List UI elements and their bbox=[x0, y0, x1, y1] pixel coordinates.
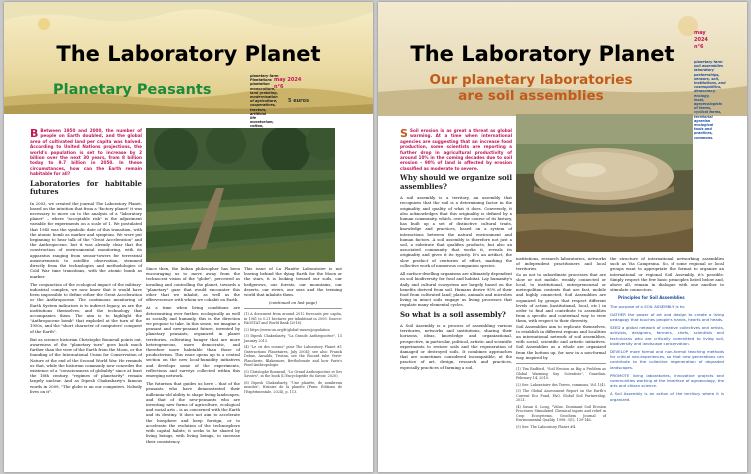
footnote: (3) The Global Assessment Report on the Earth's Current Eco Fund, FAO, Global Soil Partnership, 2021. bbox=[516, 389, 606, 403]
keyword: agroecologists bbox=[694, 102, 723, 107]
right-soil-photo bbox=[516, 114, 693, 252]
footnote: (4) Susan S. Long, "Value, Dominant Soil Erosion Processes Stimulated Chemical inputs and relief in Crop Ecosystems, Geochem Journal of Environmental Quality, 1998: 3(1), 139-146. bbox=[516, 404, 606, 423]
footnote: (1) Tim Radford, "Soil Erosion as Big a Problem as Global Warming Say Scientists", Guardian, February 14, 2010. bbox=[516, 367, 606, 381]
keyword: planetary farm bbox=[694, 60, 723, 64]
section-heading: Why should we organize soil assemblies? bbox=[400, 173, 512, 191]
left-column-3 bbox=[244, 266, 342, 470]
right-column-3 bbox=[610, 256, 724, 470]
left-page bbox=[4, 2, 373, 472]
left-masthead-title: The Laboratory Planet bbox=[56, 42, 321, 66]
keyword: institutions, and bbox=[694, 81, 726, 86]
keyword: artificial bbox=[250, 111, 267, 116]
right-page bbox=[378, 2, 747, 472]
left-field-photo bbox=[146, 128, 335, 262]
keyword: moratorium, bbox=[250, 120, 274, 125]
issue-year: 2024 bbox=[694, 37, 708, 43]
issue-month: may bbox=[694, 30, 706, 36]
keyword: cooperatives, bbox=[250, 103, 276, 108]
continued-note: (continued on last page) bbox=[269, 300, 317, 306]
section-heading: Laboratories for habitable futures bbox=[30, 178, 142, 197]
keyword: agrarian bbox=[694, 118, 711, 123]
body-paragraph: The conjunction of the ecological impact of the military-industrial complex, we now know that it would have been impossible to define either the Great Acceleration or the Anthropocene. The continuous monitoring of Earth System indicators is to indirect legacy, as are the institutions themselves, and the technology that accompanies them. The aim is to highlight the "Anthropocene bomb" that exploded at the turn of the 1950s, and the "short character of computers' conquest of the Earth". bbox=[30, 281, 142, 334]
right-column-2 bbox=[516, 256, 606, 470]
issue-date: may 2024 bbox=[274, 77, 302, 83]
issue-price: 5 euros bbox=[288, 98, 310, 104]
body-paragraph: The futurism that guides us here – that of the peasants who have demonstrated their millennia-old ability to shape living landscapes, and that of the new-peasants who are inventing new forms of agriculture, ecological and social arts – is as concerned with the Earth and its destiny. It does not aim to accelerate the biosphere and keep foreign, or to accelerate the evolution of the technosphere with capital habits; it seeks to be shared by living beings, with living beings, to increase their consistency. bbox=[146, 381, 240, 444]
body-paragraph: institutions, research laboratories, networks of independent practitioners and local territories. So as not to subordinate processes that are slow or not mobile, weakly connected or local, to institutional, entrepreneurial or metropolitan contexts that are fast, mobile and highly connected, Soil Assemblies are organized by groups that respect different levels of action (institutional, local, etc.) in order to find and contribute to assemblies from a specific and contextual way to view them, with respect to their diversity. Soil Assemblies aim to replicate themselves, to establish in different regions and localities an international network of soil assemblies, with social, scientific and artistic initiatives. Soil Assemblies as a whole are organized from the bottom up, for now in a non-formal way, inspired by bbox=[516, 256, 606, 360]
footnote: (4) "Le cri des oceans" pour The Laboratory Planet #1 (Interactions Planetaires, July 2004); see also: Franck Debue, Ansaldo, Tristan, see the Rocard tube Verte-Plancherie, Blakemore, Berthelemite and how Paris's Pinel-Anthropologie. bbox=[244, 345, 342, 368]
principle-item: A Soil Assembly is an action of the territory where it is organized. bbox=[610, 391, 724, 402]
principles-heading: Principles for Soil Assemblies bbox=[618, 295, 685, 301]
keyword: territorial bbox=[694, 114, 713, 119]
footnotes bbox=[516, 367, 606, 429]
keyword: laboratory bbox=[694, 68, 714, 73]
keyword: cosmopolitics, bbox=[694, 85, 722, 90]
footnotes bbox=[244, 312, 342, 394]
body-paragraph: Since then, the Indian philosopher has been encouraging us to move away from the technocrat vision of the "globe", perceived as invading and controlling the planet, towards a "planetary" gaze that would encounter this other that we inhabit, as well as the effervescence with whom we cohabit on Earth. bbox=[146, 266, 240, 303]
keyword: cotton, bbox=[250, 124, 264, 129]
keyword: ecological bbox=[694, 123, 714, 128]
principle-item: PROMOTE living laboratories, innovative projects and communities working at the interface of agroecology, the arts and citizen science. bbox=[610, 372, 724, 389]
lead-paragraph: B Between 1950 and 2000, the number of people on Earth doubled, and the global area of cultivated land per capita was halved. According to United Nations projections, the world's population is set to increase by 2 billion over the next 30 years, from 8 billion today to 9.7 billion in 2050. In these circumstances, how can the Earth remain habitable for all? bbox=[30, 127, 142, 177]
footnote: (3) Dipesh Chakrabarty, "La Grande Anthropocène", 15 January 2013. bbox=[244, 334, 342, 343]
principle-item: DEVELOP more formal and non-formal teaching methods for critical neo-experiences, so that new generations can contribute to the collective regeneration of degraded landscapes. bbox=[610, 349, 724, 370]
keyword: cyclical farms, bbox=[694, 110, 722, 115]
keyword: modernisation bbox=[250, 95, 278, 100]
footnote: (2) See: Laboratoire des Terres, commons, Vol. 1(4). bbox=[516, 382, 606, 387]
keyword: life bbox=[250, 116, 257, 121]
right-masthead-title: The Laboratory Planet bbox=[410, 42, 675, 66]
keyword: practices, bbox=[694, 131, 713, 136]
keyword: ecology, bbox=[694, 93, 710, 98]
body-paragraph: In 2003, we created the journal The Laboratory Planet, based on the intuition that from a "factory planet" it was necessary to move on to the analysis of a "laboratory planet" – where "acceptable risk" is the adjustment variable for experiments on a scale of 1. We postulated that 1945 was the symbolic date of this transition, with the atomic bomb as marker and symptom. We were put beginning to hear talk of the "Great Acceleration" and the Anthropocene, but it was already clear that the construction of environmental monitoring, with its apparatus ranging from sensor-towers for terrestrial measurements to satellite observation, stemmed directly from the technologies and methodologies of Cold War time transitions, with the atomic bomb as marker. bbox=[30, 200, 142, 279]
issue-number: n°6 bbox=[694, 44, 704, 50]
keyword: tools and bbox=[694, 127, 712, 132]
keyword: of farms, bbox=[694, 106, 712, 111]
right-issue-subtitle: Our planetary laboratories are soil assemblies bbox=[429, 72, 633, 104]
right-issue-info bbox=[694, 30, 708, 51]
keyword: commons. bbox=[694, 135, 714, 140]
keyword: soil assemblies bbox=[694, 64, 724, 69]
notes-divider bbox=[516, 363, 606, 364]
right-keyword-sidebar bbox=[694, 60, 734, 140]
body-paragraph: But as science historian Christophe Bonneuil points out, awareness of the "planetary turn" goes back much further than the view of the Earth from the Moon, or the founding of the International Union for Conservation of Nature at the end of the Second World War. He reminds us that, while the historian commonly now concedes the existence of a "consciousness of globality" since at least the 16th century, "regimes of planetarity" remain largely unclear. And as Dipesh Chakrabarty's famous words in 2009, "The globe is an our computers. Nobody lives on it". bbox=[30, 336, 142, 394]
left-issue-subtitle: Planetary Peasants bbox=[53, 82, 212, 98]
keyword: partnerships, bbox=[694, 72, 720, 77]
crop-field-photo bbox=[146, 128, 335, 262]
keyword: land grabbing, bbox=[250, 90, 279, 95]
body-paragraph: At a time when living conditions are deteriorating ever further, ecologically as well as socially and humanly, this is the direction we propose to take. In this sense, we imagine a peasant and new-peasant future, invented by planetary peasants, organized in planet territories, cultivating hunger that are more heterogeneous, more democratic, and therefore more habitable than those of productivism. This issue opens up to a central section on the new local-humidity initiatives and develops some of the experiments, reflections and surveys collected within this emerging network. bbox=[146, 305, 240, 379]
keyword: democracy, bbox=[694, 89, 716, 94]
body-paragraph: This issue of La Planète Laboratoire is not leaving behind the dying Earth for the Moon or the stars, it is looking toward our soils, our hedgerows, our forests, our mountains, our deserts, our rivers, our seas and the teeming world that inhabits them. bbox=[244, 266, 342, 298]
body-paragraph: All surface-dwelling organisms are ultimately dependent on soil biodiversity for food and habitat. Lay humanity's daily and cultural ecosystem are largely based on the benefits derived from soil. Humans derive 95% of their food from cultivated land; plants, animals and microbes living in intact soils engage us living processes that regulate many elemental cycles. bbox=[400, 271, 513, 308]
keyword: sensors, soil, bbox=[694, 76, 720, 81]
body-paragraph: A soil assembly is a territory, an assembly that recognizes that the soil is a determining factor in the originality and quality of what it does. Conversely, it also acknowledges that this originality is defined by a human community, which, over the course of its history, has built up a set of distinctive cultural traits, knowledge and practices, based on a system of interactions between the natural environment and human factors. A soil assembly is therefore not just a soil, a substrate that qualifies products, but also an associated community that works it, reveals its originality and gives it its typicity. It's an artifact, the slow product of centuries of effort, marking the collective work of numerous companion species. bbox=[400, 195, 512, 268]
principles-list bbox=[610, 304, 724, 402]
keyword: local, bbox=[694, 97, 705, 102]
footnote: (1) A document from around 2012 forecasts per capita, in 1961 to 0.21 hectares per inhabitant in 2009. Source: FAOSTAT and World Bank (2016). bbox=[244, 312, 342, 326]
keyword: of agriculture, bbox=[250, 99, 278, 104]
issue-number: n°6 bbox=[274, 84, 284, 90]
keyword: planetary farm bbox=[250, 74, 279, 78]
lead-paragraph: S Soil erosion is as great a threat as global warming. At a time when international agencies are suggesting that an increase food production, some scientists are reporting a further drop in agricultural productivity of around 10% in the coming decades due to soil erosion – 90% of land is affected by erosion classified as moderate to severe. bbox=[400, 127, 512, 171]
body-paragraph: the structure of international networking assemblies such as Via Campesina. So, if some regional or local groups want to appropriate the format to organize an international or regional Soil Assembly, it's possible. Simply respect the few basic principles listed below and, above all, remain in dialogue with one another to stimulate connectors. bbox=[610, 256, 724, 293]
keyword: tractors, bbox=[250, 107, 267, 112]
keyword: Plantations bbox=[250, 78, 272, 83]
left-column-2 bbox=[146, 266, 240, 470]
keyword: plantation bbox=[250, 82, 270, 87]
left-column-1 bbox=[30, 128, 142, 470]
right-column-1 bbox=[400, 128, 512, 470]
footnote: (5) See: The Laboratory Planet #4. bbox=[516, 424, 577, 429]
section-heading: So what is a soil assembly? bbox=[400, 309, 506, 319]
principle-item: The purpose of a SOIL ASSEMBLY is to: bbox=[610, 303, 686, 309]
body-paragraph: A Soil Assembly is a process of assembling various territories, networks and institutions, sharing their horizons, ideas, knowledge and organizational, prospective, in particular, political, artistic and scientific experiments to restore soils and the regeneration of damaged or destroyed soils. It combines approaches that are sometimes considered incompatible, at the practice of art, design, research and practices, especially practices of farming a soil. bbox=[400, 323, 512, 370]
principle-item: SEED a global network of creative collectives and artists, activists, designers, farmers, chefs, scientists and technicians who are critically committed to living soil, biodiversity and landscape conservation. bbox=[610, 325, 724, 346]
notes-divider bbox=[244, 308, 342, 309]
soil-sample-photo bbox=[516, 114, 693, 252]
footnote: (6) Dipesh Chakrabarty, "Une planète, de nombreux mondes", Histoire de la planète (Paris: Éditions de l'Expérimentale, 2024), p. 113. bbox=[244, 380, 342, 394]
principle-item: GATHER the power of art and design to create a living pedagogy that touches people's hands, hearts and heads. bbox=[610, 311, 724, 323]
keyword: monoculture, bbox=[250, 86, 276, 91]
footnote: (5) Christophe Bonneuil, "Le Grand Anthropocène et Ses Savoirs", in the book (L'Encyclopédie du Savoir, 2020). bbox=[244, 369, 342, 379]
footnote: (2) https://www.un.org/fr/global-issues/population bbox=[244, 327, 330, 332]
